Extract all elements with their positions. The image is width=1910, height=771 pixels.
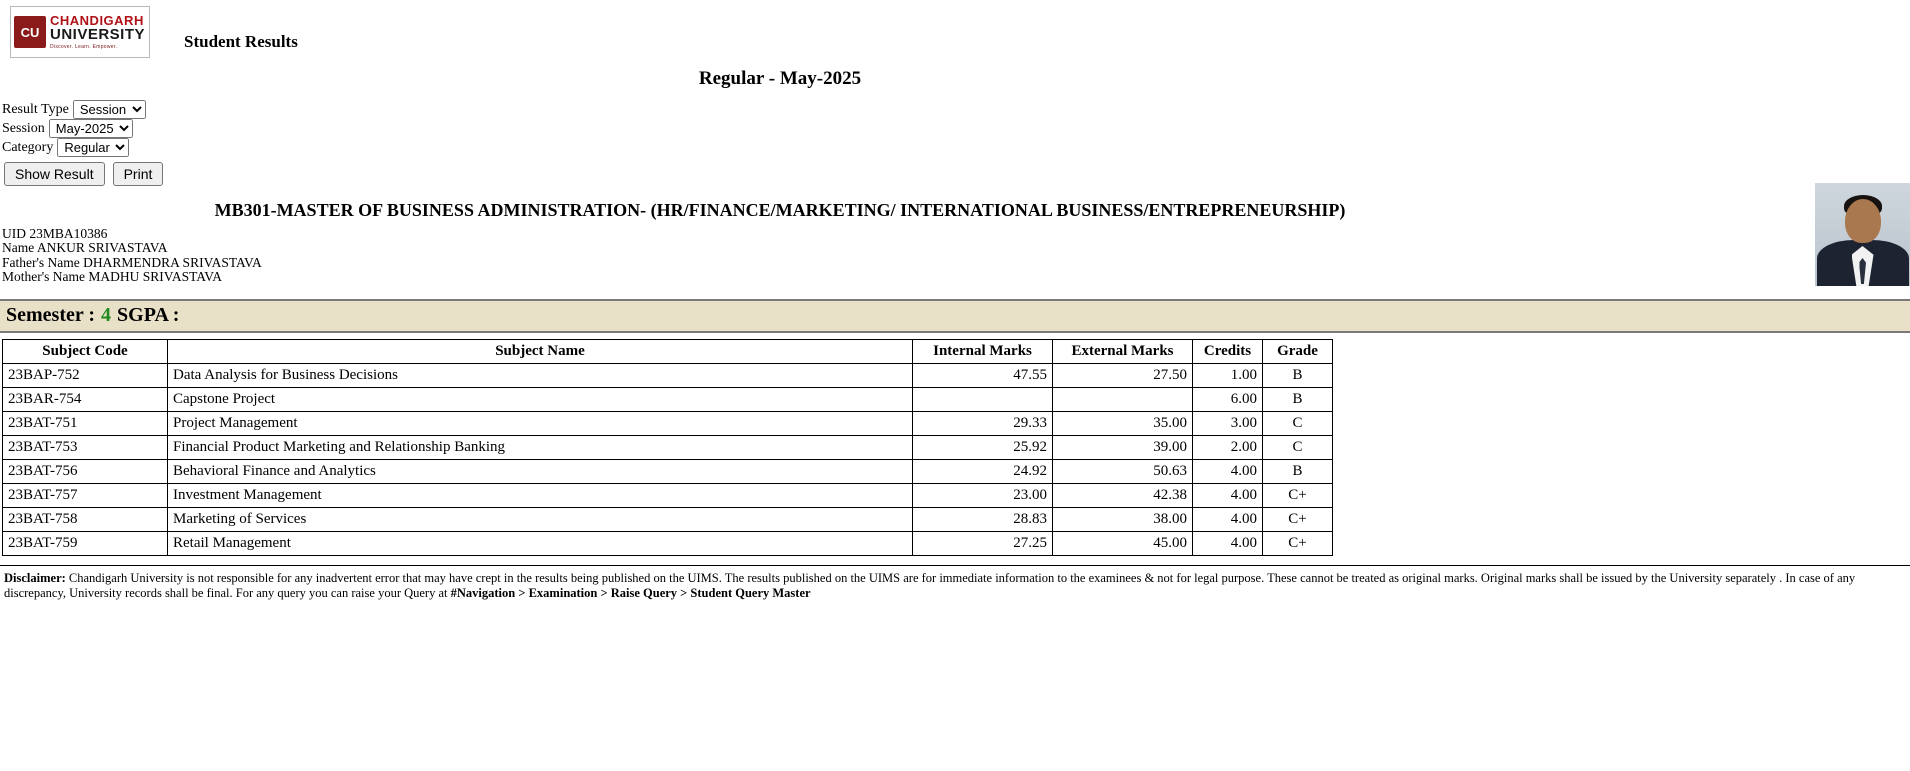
cell-credits: 4.00 <box>1193 483 1263 507</box>
university-logo <box>10 6 150 58</box>
cell-subject-code: 23BAT-756 <box>3 459 168 483</box>
student-father-label: Father's Name <box>2 254 80 270</box>
result-type-row <box>2 100 1910 119</box>
table-row <box>3 507 1333 531</box>
table-row <box>3 387 1333 411</box>
cell-internal-marks: 25.92 <box>913 435 1053 459</box>
student-uid <box>2 227 1910 241</box>
cell-grade: B <box>1263 459 1333 483</box>
student-uid-value: 23MBA10386 <box>29 226 108 241</box>
print-button[interactable]: Print <box>113 162 164 186</box>
cell-credits: 4.00 <box>1193 531 1263 555</box>
program-heading: MB301-MASTER OF BUSINESS ADMINISTRATION- (HR/FINANCE/MARKETING/ INTERNATIONAL BUSINESS/ENTREPRENEURSHIP) <box>214 200 1346 220</box>
student-father-value: DHARMENDRA SRIVASTAVA <box>83 254 262 270</box>
column-header-subject-code: Subject Code <box>3 339 168 363</box>
semester-label: Semester : <box>6 304 96 327</box>
column-header-subject-name: Subject Name <box>168 339 913 363</box>
cell-grade: B <box>1263 387 1333 411</box>
disclaimer-sep-2: > <box>597 586 611 601</box>
cell-external-marks: 45.00 <box>1053 531 1193 555</box>
disclaimer-nav-navigation: #Navigation <box>450 586 516 601</box>
cell-internal-marks: 27.25 <box>913 531 1053 555</box>
semester-banner <box>0 299 1910 333</box>
logo-line-chandigarh: CHANDIGARH <box>50 12 144 28</box>
cell-subject-name: Marketing of Services <box>168 507 913 531</box>
cell-grade: C+ <box>1263 507 1333 531</box>
table-row <box>3 435 1333 459</box>
cell-external-marks <box>1053 387 1193 411</box>
cell-grade: C+ <box>1263 483 1333 507</box>
student-photo <box>1815 183 1910 286</box>
semester-number: 4 <box>101 304 112 327</box>
cell-credits: 4.00 <box>1193 459 1263 483</box>
results-table <box>2 339 1333 556</box>
cell-external-marks: 42.38 <box>1053 483 1193 507</box>
disclaimer-sep-1: > <box>515 586 529 601</box>
category-row <box>2 138 1910 157</box>
disclaimer <box>0 565 1910 602</box>
column-header-external-marks: External Marks <box>1053 339 1193 363</box>
session-row <box>2 119 1910 138</box>
table-row <box>3 459 1333 483</box>
column-header-internal-marks: Internal Marks <box>913 339 1053 363</box>
show-result-button[interactable]: Show Result <box>4 162 105 186</box>
cell-subject-code: 23BAP-752 <box>3 363 168 387</box>
cell-subject-code: 23BAT-759 <box>3 531 168 555</box>
session-heading: Regular - May-2025 <box>698 68 862 89</box>
cell-credits: 4.00 <box>1193 507 1263 531</box>
page-title: Student Results <box>184 32 298 51</box>
table-row <box>3 363 1333 387</box>
cell-internal-marks: 47.55 <box>913 363 1053 387</box>
cu-monogram-icon: CU <box>14 16 46 48</box>
disclaimer-nav-raise-query: Raise Query <box>610 586 678 601</box>
category-select[interactable] <box>57 138 129 157</box>
cell-subject-name: Retail Management <box>168 531 913 555</box>
disclaimer-nav-examination: Examination <box>528 586 598 601</box>
filter-actions <box>2 162 1910 186</box>
session-select[interactable] <box>49 119 133 138</box>
disclaimer-label: Disclaimer: <box>4 570 66 585</box>
student-mother-name <box>2 270 1910 284</box>
cell-internal-marks: 23.00 <box>913 483 1053 507</box>
cell-external-marks: 38.00 <box>1053 507 1193 531</box>
cell-subject-code: 23BAT-753 <box>3 435 168 459</box>
cell-subject-code: 23BAT-758 <box>3 507 168 531</box>
result-type-select[interactable] <box>73 100 146 119</box>
disclaimer-sep-3: > <box>677 586 691 601</box>
cell-internal-marks: 24.92 <box>913 459 1053 483</box>
column-header-credits: Credits <box>1193 339 1263 363</box>
filters-panel <box>0 100 1910 186</box>
cell-subject-name: Capstone Project <box>168 387 913 411</box>
session-label: Session <box>2 120 45 136</box>
cell-credits: 1.00 <box>1193 363 1263 387</box>
cell-subject-name: Behavioral Finance and Analytics <box>168 459 913 483</box>
student-father-name <box>2 256 1910 270</box>
table-header-row <box>3 339 1333 363</box>
logo-line-university: UNIVERSITY <box>50 26 146 44</box>
cell-subject-name: Project Management <box>168 411 913 435</box>
photo-head <box>1845 199 1881 243</box>
page-header <box>0 0 1910 58</box>
disclaimer-nav-student-query-master: Student Query Master <box>690 586 811 601</box>
cell-external-marks: 50.63 <box>1053 459 1193 483</box>
cell-subject-code: 23BAT-757 <box>3 483 168 507</box>
cell-internal-marks <box>913 387 1053 411</box>
cell-subject-name: Financial Product Marketing and Relationship Banking <box>168 435 913 459</box>
student-name-value: ANKUR SRIVASTAVA <box>36 240 168 256</box>
student-name-label: Name <box>2 240 35 256</box>
cell-grade: B <box>1263 363 1333 387</box>
student-uid-label: UID <box>2 226 26 241</box>
results-table-body <box>3 363 1333 555</box>
table-row <box>3 483 1333 507</box>
cell-grade: C <box>1263 435 1333 459</box>
sgpa-label: SGPA : <box>117 304 180 327</box>
cell-subject-code: 23BAT-751 <box>3 411 168 435</box>
cell-external-marks: 27.50 <box>1053 363 1193 387</box>
cell-subject-code: 23BAR-754 <box>3 387 168 411</box>
cell-grade: C <box>1263 411 1333 435</box>
logo-tagline: Discover. Learn. Empower. <box>50 44 118 51</box>
student-details <box>0 227 1910 285</box>
table-row <box>3 411 1333 435</box>
cell-grade: C+ <box>1263 531 1333 555</box>
logo-wordmark <box>50 14 145 51</box>
cell-subject-name: Investment Management <box>168 483 913 507</box>
cell-credits: 3.00 <box>1193 411 1263 435</box>
cell-external-marks: 39.00 <box>1053 435 1193 459</box>
student-mother-value: MADHU SRIVASTAVA <box>88 269 223 285</box>
cell-subject-name: Data Analysis for Business Decisions <box>168 363 913 387</box>
column-header-grade: Grade <box>1263 339 1333 363</box>
category-label: Category <box>2 139 54 155</box>
student-name <box>2 241 1910 255</box>
cell-credits: 2.00 <box>1193 435 1263 459</box>
cell-external-marks: 35.00 <box>1053 411 1193 435</box>
table-row <box>3 531 1333 555</box>
cell-internal-marks: 29.33 <box>913 411 1053 435</box>
student-mother-label: Mother's Name <box>2 269 86 285</box>
cell-internal-marks: 28.83 <box>913 507 1053 531</box>
cell-credits: 6.00 <box>1193 387 1263 411</box>
result-type-label: Result Type <box>2 101 69 117</box>
disclaimer-text: Chandigarh University is not responsible for any inadvertent error that may have crept in the results being published on the UIMS. The results published on the UIMS are for immediate information to the examinees & not for legal purpose. These cannot be treated as original marks. Original marks shall be issued by the University separately . In case of any discrepancy, University records shall be final. For any query you can raise your Query at <box>4 570 1856 601</box>
